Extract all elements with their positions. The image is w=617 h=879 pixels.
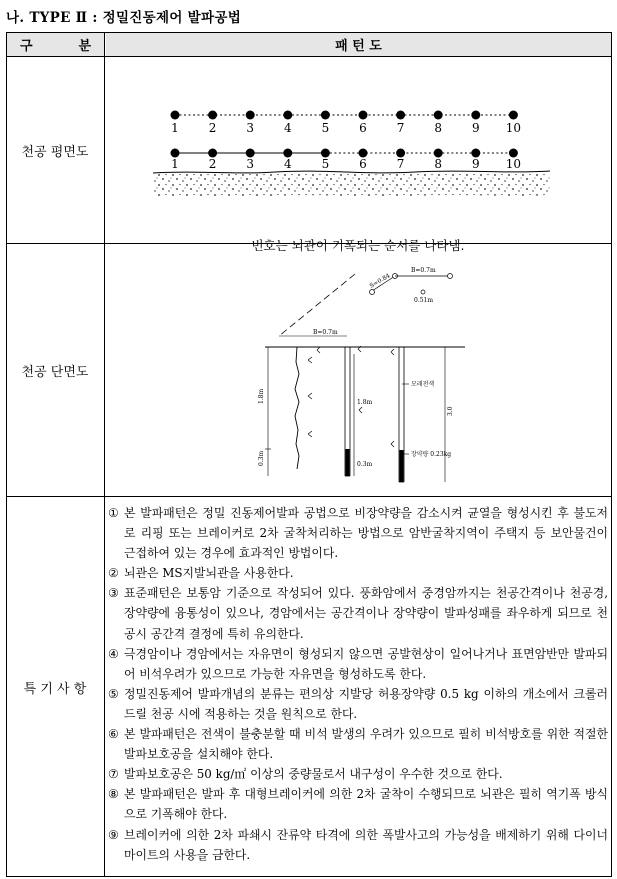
notes-list [108,503,608,865]
label-spacing-small: 0.51m [414,297,434,304]
blast-hole-marker [359,111,368,120]
note-text: 본 발파패턴은 발파 후 대형브레이커에 의한 2차 굴착이 수행되므로 뇌관은 필히 역기폭 방식으로 기폭해야 한다. [124,787,608,822]
label-charge: 장약량 0.23kg [411,451,452,458]
note-text: 본 발파패턴은 전색이 불충분할 때 비석 발생의 우려가 있으므로 필히 비석방호를 위한 적절한 발파보호공을 설치해야 한다. [124,727,608,762]
note-text: 브레이커에 의한 2차 파쇄시 잔류약 타격에 의한 폭발사고의 가능성을 배제하기 위해 다이너마이트의 사용을 금한다. [124,827,608,862]
hole-number: 1 [171,157,179,171]
hole-number: 4 [283,121,292,135]
blast-hole-marker [434,111,443,120]
plan-caption: 번호는 뇌관이 기폭되는 순서를 나타냄. [251,238,465,253]
blast-hole-marker [246,111,255,120]
hole-number: 8 [434,157,443,171]
label-depth-mid: 1.8m [357,399,373,406]
hole-number: 5 [321,121,330,135]
note-marker: ⑤ [108,686,119,701]
note-item [108,563,608,583]
note-marker: ⑨ [108,827,119,842]
label-b-top: B=0.7m [411,267,436,274]
free-face-line [279,274,355,336]
plan-row-top [171,111,522,136]
section-view-cell [105,244,611,496]
blast-hole-marker [509,111,518,120]
note-item [108,764,608,784]
row-label-notes: 특 기 사 항 [23,681,87,697]
rock-hatch-marks [308,346,394,447]
hole-number: 7 [396,121,405,135]
note-text: 표준패턴은 보통암 기준으로 작성되어 있다. 풍화암에서 중경암까지는 천공간격이나 천공경, 장약량에 융통성이 있으나, 경암에서는 공간격이나 장약량이 발파성패를 좌우하게 되므로 천공시 공간격 결정에 특히 유의한다. [124,586,608,641]
note-marker: ④ [108,646,119,661]
blast-hole-marker [321,111,330,120]
note-item [108,583,608,643]
hole-number: 3 [246,157,255,171]
note-item [108,724,608,764]
hole-number: 9 [471,157,480,171]
hole-number: 2 [208,157,217,171]
right-dimension [445,347,454,482]
blast-hole-marker [283,111,292,120]
row-label-section: 천공 단면도 [21,364,89,380]
blast-hole-1 [345,347,350,476]
note-text: 본 발파패턴은 정밀 진동제어발파 공법으로 비장약량을 감소시켜 균열을 형성시킨 후 불도저로 리핑 또는 브레이커로 2차 굴착처리하는 방법으로 암반굴착지역이 주택지 등 보안물건이 근접하여 있는 경우에 효과적인 방법이다. [124,506,608,561]
label-stemming: 모래전색 [411,381,435,388]
notes-cell [105,497,611,876]
note-marker: ⑦ [108,767,119,782]
note-item [108,503,608,563]
note-text: 뇌관은 MS지발뇌관을 사용한다. [124,566,294,581]
note-text: 발파보호공은 50 kg/㎡ 이상의 중량물로서 내구성이 우수한 것으로 한다. [124,767,503,782]
free-face-profile [295,347,299,469]
blast-hole-marker [208,111,217,120]
note-text: 정밀진동제어 발파개념의 분류는 편의상 지발당 허용장약량 0.5 kg 이하의 개소에서 크롤러드릴 천공 시에 적용하는 것을 원칙으로 한다. [124,686,609,721]
note-item [108,684,608,724]
blast-hole-2 [399,347,409,482]
top-plan-sketch [369,267,453,304]
row-label-plan: 천공 평면도 [21,144,89,160]
ground-hatch [153,171,550,197]
hole-number: 7 [396,157,405,171]
plan-view-diagram [105,57,611,243]
left-dimension [258,347,271,476]
header-category-left: 구 [19,38,33,54]
label-depth-right: 3.0 [447,406,454,416]
label-depth-left: 1.8m [258,388,265,404]
note-marker: ② [108,566,119,581]
hole-number: 3 [246,121,255,135]
header-category-right: 분 [78,38,92,54]
hole-number: 5 [321,157,330,171]
hole-number: 4 [283,157,292,171]
note-marker: ⑥ [108,727,119,742]
plan-view-cell [105,57,611,253]
plan-row-bottom [171,149,522,172]
pattern-table [6,32,612,877]
hole-number: 1 [171,121,179,135]
hole-number: 6 [359,157,367,171]
hole-number: 10 [505,157,522,171]
section-title: 나. TYPE Ⅱ : 정밀진동제어 발파공법 [6,10,242,26]
blast-hole-marker [171,111,180,120]
section-view-diagram [105,244,611,496]
blast-hole-marker [471,111,480,120]
hole-number: 9 [471,121,480,135]
note-marker: ③ [108,586,119,601]
hole-number: 8 [434,121,443,135]
hole-number: 2 [208,121,217,135]
note-item [108,784,608,824]
hole-number: 6 [359,121,367,135]
note-marker: ⑧ [108,787,119,802]
label-s-diag: S=0.84 [368,272,392,290]
hole-number: 10 [505,121,522,135]
blast-hole-marker [396,111,405,120]
mid-dimension [354,354,373,476]
note-item [108,825,608,865]
label-bottom-mid: 0.3m [357,461,373,468]
note-text: 극경암이나 경암에서는 자유면이 형성되지 않으면 공발현상이 일어나거나 표면암반만 발파되어 비석우려가 있으므로 가능한 자유면을 형성하도록 한다. [124,646,608,681]
label-bottom-left: 0.3m [258,450,265,466]
note-marker: ① [108,506,119,520]
label-b-left: B=0.7m [313,329,338,336]
note-item [108,644,608,684]
header-pattern-label: 패 턴 도 [335,38,382,54]
